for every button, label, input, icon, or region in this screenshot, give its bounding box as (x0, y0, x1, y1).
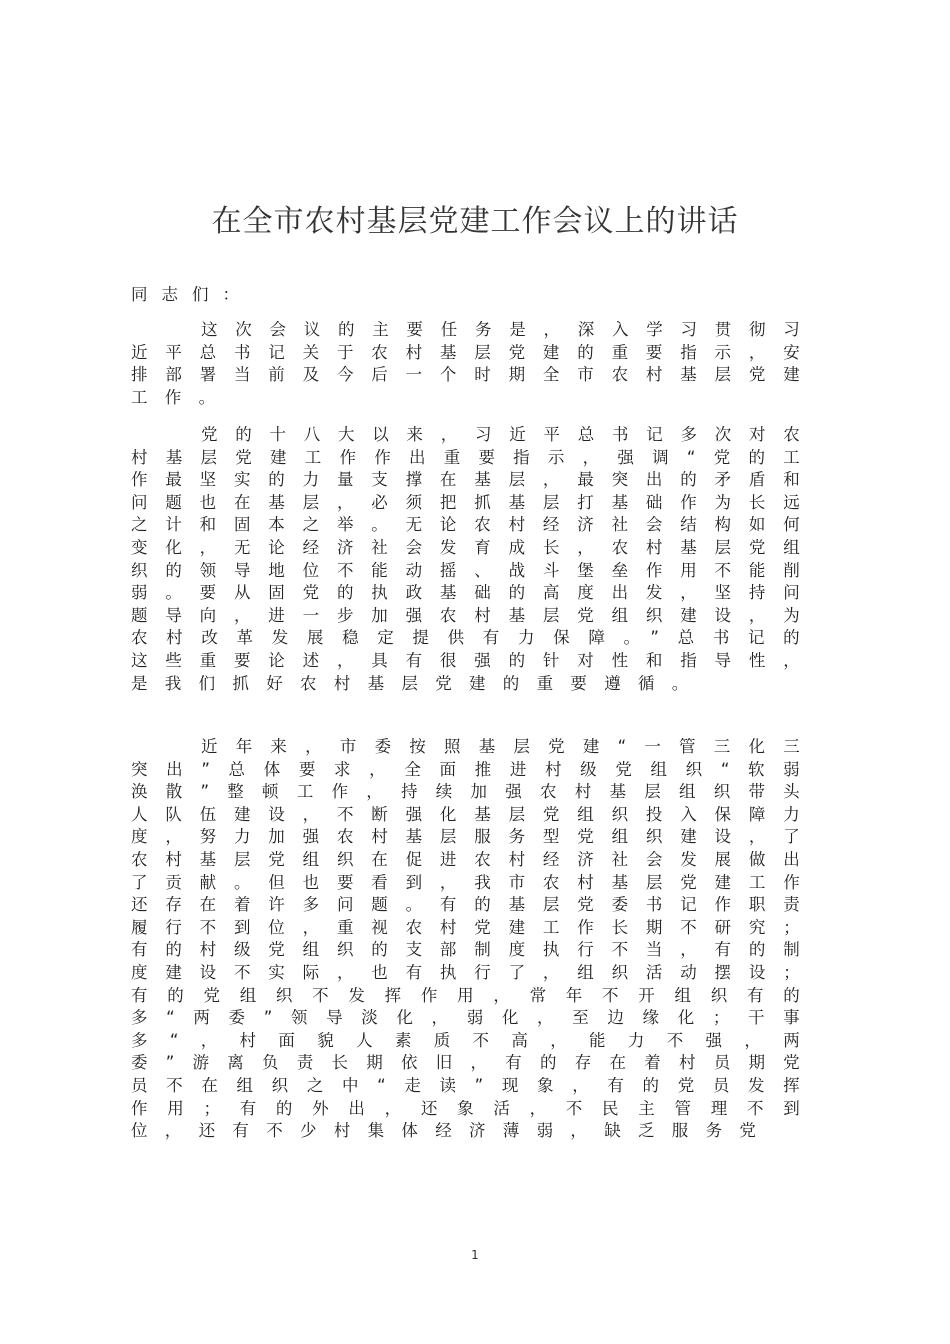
paragraph-3: 近年来，市委按照基层党建“一管三化三突出”总体要求，全面推进村级党组织“软弱涣散”整顿工作，持续加强农村基层组织带头人队伍建设，不断强化基层党组织投入保障力度，努力加强农村基层服务型党组织建设，了农村基层党组织在促进农村经济社会发展做出了贡献。但也要看到，我市农村基层党建工作还存在着许多问题。有的基层党委书记作职责履行不到位，重视农村党建工作长期不研究；有的村级党组织的支部制度执行不当，有的制度建设不实际，也有执行了，组织活动摆设；有的党组织不发挥作用，常年不开组织有的多“两委”领导淡化，弱化，至边缘化；干事多“，村面貌人素质不高，能力不强，两委”游离负责长期依旧，有的存在着村员期党员不在组织之中“走读”现象，有的党员发挥作用；有的外出，还象活，不民主管理不到位，还有不少村集体经济薄弱，缺乏服务党 (131, 737, 817, 1141)
paragraph-2: 党的十八大以来，习近平总书记多次对农村基层党建工作作出重要指示，强调“党的工作最坚实的力量支撑在基层，最突出的矛盾和问题也在基层，必须把抓基层打基础作为长远之计和固本之举。无论农村经济社会结构如何变化，无论经济社会发育成长，农村基层党组织的领导地位不能动摇、战斗堡垒作用不能削弱。要从固党的执政基础的高度出发，坚持问题导向，进一步加强农村基层党组织建设，为农村改革发展稳定提供有力保障。”总书记的这些重要论述，具有很强的针对性和指导性，是我们抓好农村基层党建的重要遵循。 (131, 425, 817, 693)
salutation: 同志们： (131, 285, 253, 304)
page-number: 1 (471, 1248, 479, 1262)
document-title: 在全市农村基层党建工作会议上的讲话 (211, 204, 739, 239)
paragraph-1: 这次会议的主要任务是，深入学习贯彻习近平总书记关于农村基层党建的重要指示，安排部署当前及今后一个时期全市农村基层党建工作。 (131, 320, 817, 407)
